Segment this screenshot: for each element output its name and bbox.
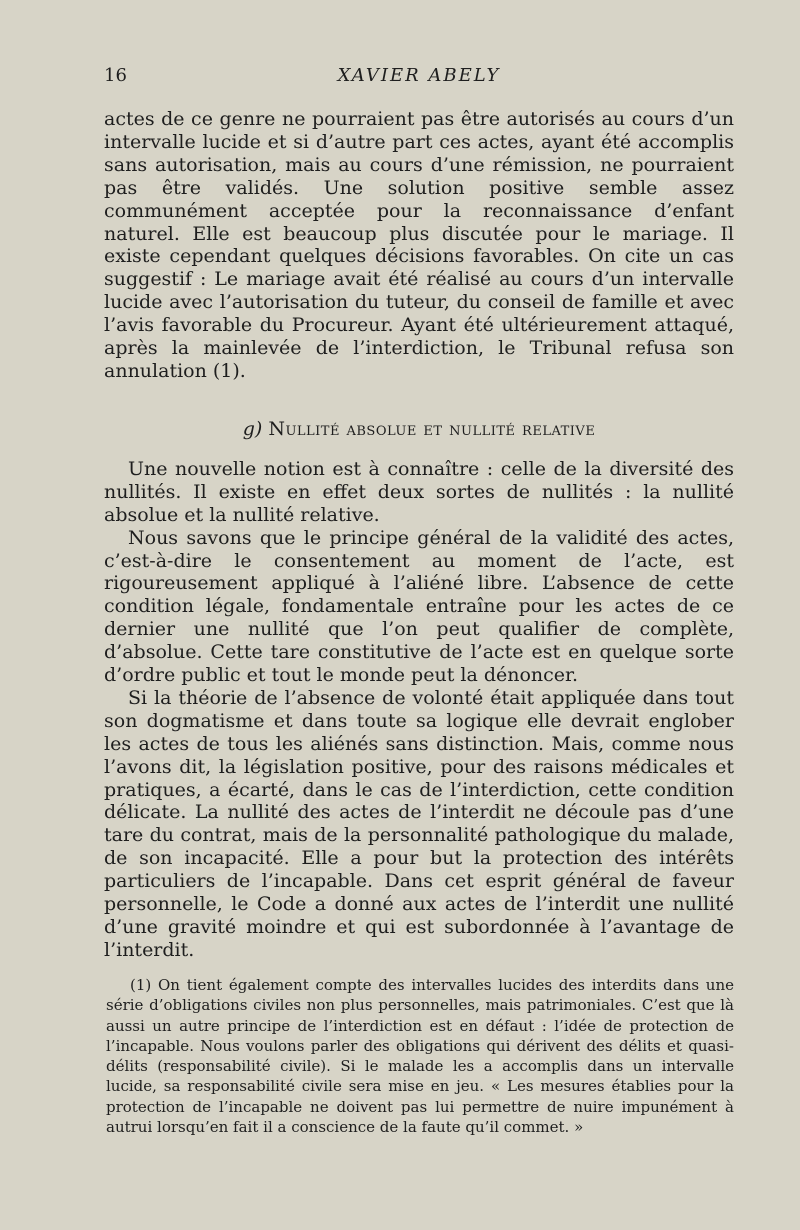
page-header — [104, 64, 734, 88]
paragraph: actes de ce genre ne pourraient pas être autorisés au cours d’un intervalle lucide et si d’autre part ces actes, ayant été accomplis sans autorisation, mais au cours d’une rémission, ne pourraient pas être validés. Une solution positive semble assez communément acceptée pour la reconnaissance d’enfant naturel. Elle est beaucoup plus discutée pour le mariage. Il existe cependant quelques décisions favorables. On cite un cas suggestif : Le mariage avait été réalisé au cours d’un intervalle lucide avec l’autorisation du tuteur, du conseil de famille et avec l’avis favorable du Procureur. Ayant été ultérieurement attaqué, après la mainlevée de l’interdiction, le Tribunal refusa son annulation (1). — [104, 108, 734, 382]
paragraph: Nous savons que le principe général de la validité des actes, c’est-à-dire le consentement au moment de l’acte, est rigoureusement appliqué à l’aliéné libre. L’absence de cette condition légale, fondamentale entraîne pour les actes de ce dernier une nullité que l’on peut qualifier de complète, d’absolue. Cette tare constitutive de l’acte est en quelque sorte d’ordre public et tout le monde peut la dénoncer. — [104, 526, 734, 687]
section-title: Nullité absolue et nullité relative — [268, 417, 596, 440]
body-text — [104, 108, 734, 962]
footnote — [106, 975, 734, 1137]
page-number: 16 — [104, 65, 127, 86]
footnote-text: (1) On tient également compte des intervalles lucides des interdits dans une série d’obligations civiles non plus personnelles, mais patrimoniales. C’est que là aussi un autre principe de l’interdiction est en défaut : l’idée de protection de l’incapable. Nous voulons parler des obligations qui dérivent des délits et quasi-délits (responsabilité civile). Si le malade les a accomplis dans un intervalle lucide, sa responsabilité civile sera mise en jeu. « Les mesures établies pour la protection de l’incapable ne doivent pas lui permettre de nuire impunément à autrui lorsqu’en fait il a conscience de la faute qu’il commet. » — [106, 976, 734, 1137]
paragraph: Une nouvelle notion est à connaître : celle de la diversité des nullités. Il existe en effet deux sortes de nullités : la nullité absolue et la nullité relative. — [104, 457, 734, 526]
section-heading — [104, 417, 734, 441]
running-head: XAVIER ABELY — [337, 65, 501, 86]
paragraph: Si la théorie de l’absence de volonté était appliquée dans tout son dogmatisme et dans toute sa logique elle devrait englober les actes de tous les aliénés sans distinction. Mais, comme nous l’avons dit, la législation positive, pour des raisons médicales et pratiques, a écarté, dans le cas de l’interdiction, cette condition délicate. La nullité des actes de l’interdit ne découle pas d’une tare du contrat, mais de la personnalité pathologique du malade, de son incapacité. Elle a pour but la protection des intérêts particuliers de l’incapable. Dans cet esprit général de faveur personnelle, le Code a donné aux actes de l’interdit une nullité d’une gravité moindre et qui est subordonnée à l’avantage de l’interdit. — [104, 686, 734, 961]
section-letter: g) — [242, 417, 263, 440]
